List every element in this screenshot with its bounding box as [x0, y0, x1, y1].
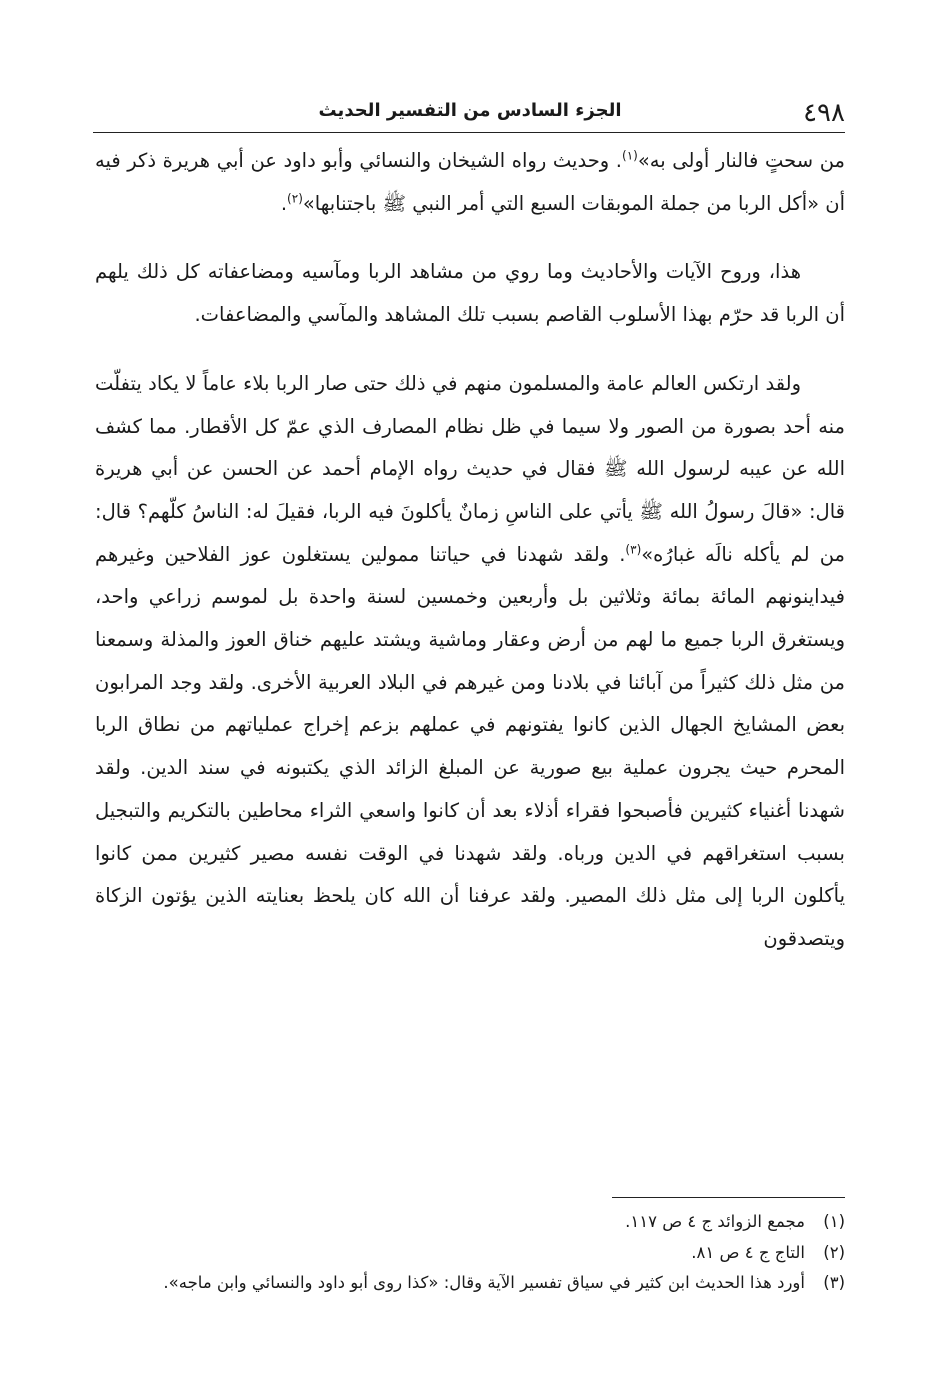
footnote-1: [95, 1207, 845, 1238]
footnote-text: مجمع الزوائد ج ٤ ص ١١٧.: [625, 1212, 805, 1231]
footnote-number: (٢): [823, 1242, 845, 1262]
paragraph-1-part-a: من سحتٍ فالنار أولى به»: [637, 149, 845, 172]
footnote-rule: [612, 1197, 845, 1198]
footnote-ref-2: (٢): [287, 191, 303, 206]
page-number: ٤٩٨: [803, 98, 845, 128]
footnote-text: أورد هذا الحديث ابن كثير في سياق تفسير الآية وقال: «كذا روى أبو داود والنسائي وابن ماجه».: [163, 1273, 805, 1292]
footnote-3: [95, 1268, 845, 1299]
footnote-ref-1: (١): [622, 148, 638, 163]
paragraph-gap: [95, 337, 845, 363]
paragraph-1-part-b: . وحديث رواه الشيخان والنسائي وأبو داود عن أبي هريرة ذكر فيه أن «أكل الربا من جملة الموبقات السبع التي أمر النبي ﷺ باجتنابها»: [95, 149, 845, 215]
footnote-text: التاج ج ٤ ص ٨١.: [691, 1242, 805, 1262]
paragraph-3: [95, 363, 845, 961]
paragraph-1: [95, 140, 845, 225]
paragraph-2: هذا، وروح الآيات والأحاديث وما روي من مشاهد الربا ومآسيه ومضاعفاته كل ذلك يلهم أن الربا قد حرّم بهذا الأسلوب القاصم بسبب تلك المشاهد والمآسي والمضاعفات.: [95, 260, 845, 327]
footnote-ref-3: (٣): [625, 542, 642, 557]
running-title: الجزء السادس من التفسير الحديث: [318, 100, 622, 121]
footnote-number: (١): [823, 1212, 845, 1231]
paragraph-1-part-c: .: [280, 191, 288, 215]
footnote-number: (٣): [823, 1273, 845, 1292]
paragraph-3-part-a: ولقد ارتكس العالم عامة والمسلمون منهم في ذلك حتى صار الربا بلاء عاماً لا يكاد يتفلّت منه أحد بصورة من الصور ولا سيما في ظل نظام المصارف الذي عمّ كل الأقطار. مما كشف الله عن عيبه لرسول الله ﷺ فقال في حديث رواه الإمام أحمد عن الحسن عن أبي هريرة قال: «قالَ رسولُ الله ﷺ يأتي على الناسِ زمانٌ يأكلونَ فيه الربا، فقيلَ له: الناسُ كلّهم؟ قال: من لم يأكله نالَه غبارُه»: [95, 371, 845, 566]
footnotes: [95, 1207, 845, 1299]
paragraph-3-part-b: . ولقد شهدنا في حياتنا ممولين يستغلون عوز الفلاحين وغيرهم فيداينونهم المائة بمائة وثلاثين بل وأربعين وخمسين لسنة واحدة بل لموسم زراعي واحد، ويستغرق الربا جميع ما لهم من أرض وعقار وماشية ويشتد عليهم خناق العوز والمذلة وسمعنا من مثل ذلك كثيراً من آبائنا في بلادنا ومن غيرهم في البلاد العربية الأخرى. ولقد وجد المرابون بعض المشايخ الجهال الذين كانوا يفتونهم في عملهم بزعم إخراج عملياتهم من نطاق الربا المحرم حيث يجرون عملية بيع صورية عن المبلغ الزائد الذي يكتبونه في سند الدين. ولقد شهدنا أغنياء كثيرين فأصبحوا فقراء أذلاء بعد أن كانوا واسعي الثراء محاطين بالتكريم والتبجيل بسبب استغراقهم في الدين ورباه. ولقد شهدنا في الوقت نفسه مصير كثيرين ممن كانوا يأكلون الربا إلى مثل ذلك المصير. ولقد عرفنا أن الله كان يلحظ بعنايته الذين يؤتون الزكاة ويتصدقون: [95, 542, 845, 950]
page-header: [95, 94, 845, 130]
paragraph-gap: [95, 225, 845, 251]
footnote-2: [95, 1238, 845, 1269]
body-text: [95, 140, 845, 961]
header-rule: [93, 132, 845, 133]
